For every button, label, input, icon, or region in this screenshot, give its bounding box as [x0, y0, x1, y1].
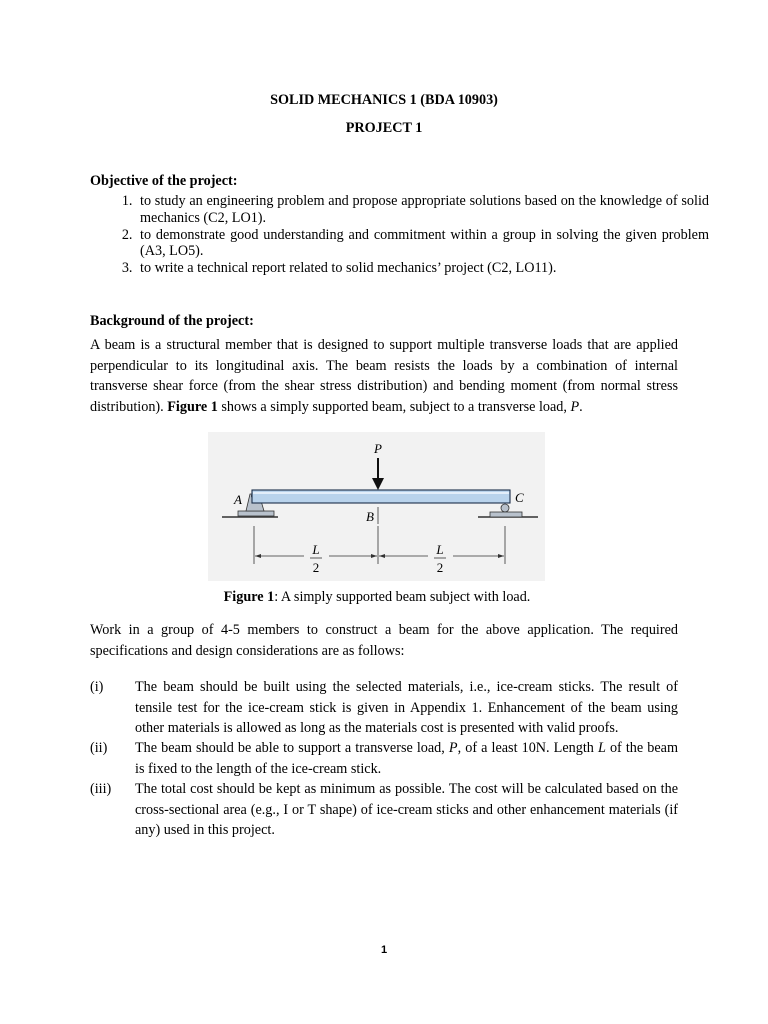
spec-number: (ii) [90, 740, 108, 756]
dim-right-num: L [436, 542, 444, 557]
load-arrow [372, 458, 384, 490]
background-tail: shows a simply supported beam, subject to a transverse load, [217, 398, 571, 415]
label-c: C [515, 490, 524, 505]
dim-left-den: 2 [312, 560, 320, 575]
spec-item [90, 779, 678, 841]
load-symbol: P [570, 398, 580, 415]
spec-text: The total cost should be kept as minimum as possible. The cost will be calculated based on the cross-sectional area (e.g., I or T shape) of ice-cream sticks and other enhancement materials (if any) used in this project. [135, 781, 678, 839]
load-symbol: P [448, 740, 458, 756]
beam [252, 490, 510, 503]
page-number: 1 [380, 944, 388, 956]
objective-list [105, 193, 709, 277]
figure-caption [0, 589, 754, 606]
background-end: . [579, 398, 583, 415]
project-title: PROJECT 1 [345, 120, 423, 136]
spec-number: (i) [90, 679, 104, 695]
background-text: A beam is a structural member that is designed to support multiple transverse loads that are applied perpendicular to its longitudinal axis. The beam resists the loads by a combination of internal transverse shear force (from the shear stress distribution) and bending moment (from normal stress distribution). [90, 337, 678, 415]
spec-text: The beam should be built using the selected materials, i.e., ice-cream sticks. The result of tensile test for the ice-cream stick is given in Appendix 1. Enhancement of the beam using other materials is allowed as long as the materials cost is presented with valid proofs. [135, 679, 678, 737]
objective-item: 1. to study an engineering problem and propose appropriate solutions based on the knowledge of solid mechanics (C2, LO1). [136, 193, 709, 227]
background-heading: Background of the project: [90, 313, 254, 329]
objective-item: 2. to demonstrate good understanding and commitment within a group in solving the given problem (A3, LO5). [136, 227, 709, 261]
dim-right-den: 2 [436, 560, 444, 575]
roller-support-c [490, 504, 522, 517]
beam-figure [208, 432, 545, 581]
objective-heading: Objective of the project: [90, 173, 238, 189]
spec-text: The beam should be able to support a transverse load, P, of a least 10N. Length L of the beam is fixed to the length of the ice-cream stick. [135, 740, 679, 777]
spec-item [90, 677, 678, 739]
objective-item: 3. to write a technical report related to solid mechanics’ project (C2, LO11). [136, 260, 709, 277]
spec-item [90, 738, 678, 779]
beam-diagram [208, 432, 545, 581]
background-paragraph [90, 335, 678, 417]
label-b: B [366, 509, 374, 524]
spec-number: (iii) [90, 781, 112, 797]
dim-left-num: L [312, 542, 320, 557]
figure-reference: Figure 1 [167, 398, 218, 415]
label-p: P [374, 441, 382, 456]
caption-text: : A simply supported beam subject with load. [274, 589, 531, 605]
length-symbol: L [597, 740, 606, 756]
course-title: SOLID MECHANICS 1 (BDA 10903) [270, 92, 498, 108]
label-a: A [234, 492, 242, 507]
work-paragraph: Work in a group of 4-5 members to construct a beam for the above application. The required specifications and design considerations are as follows: [90, 622, 678, 659]
caption-ref: Figure 1 [223, 589, 275, 605]
